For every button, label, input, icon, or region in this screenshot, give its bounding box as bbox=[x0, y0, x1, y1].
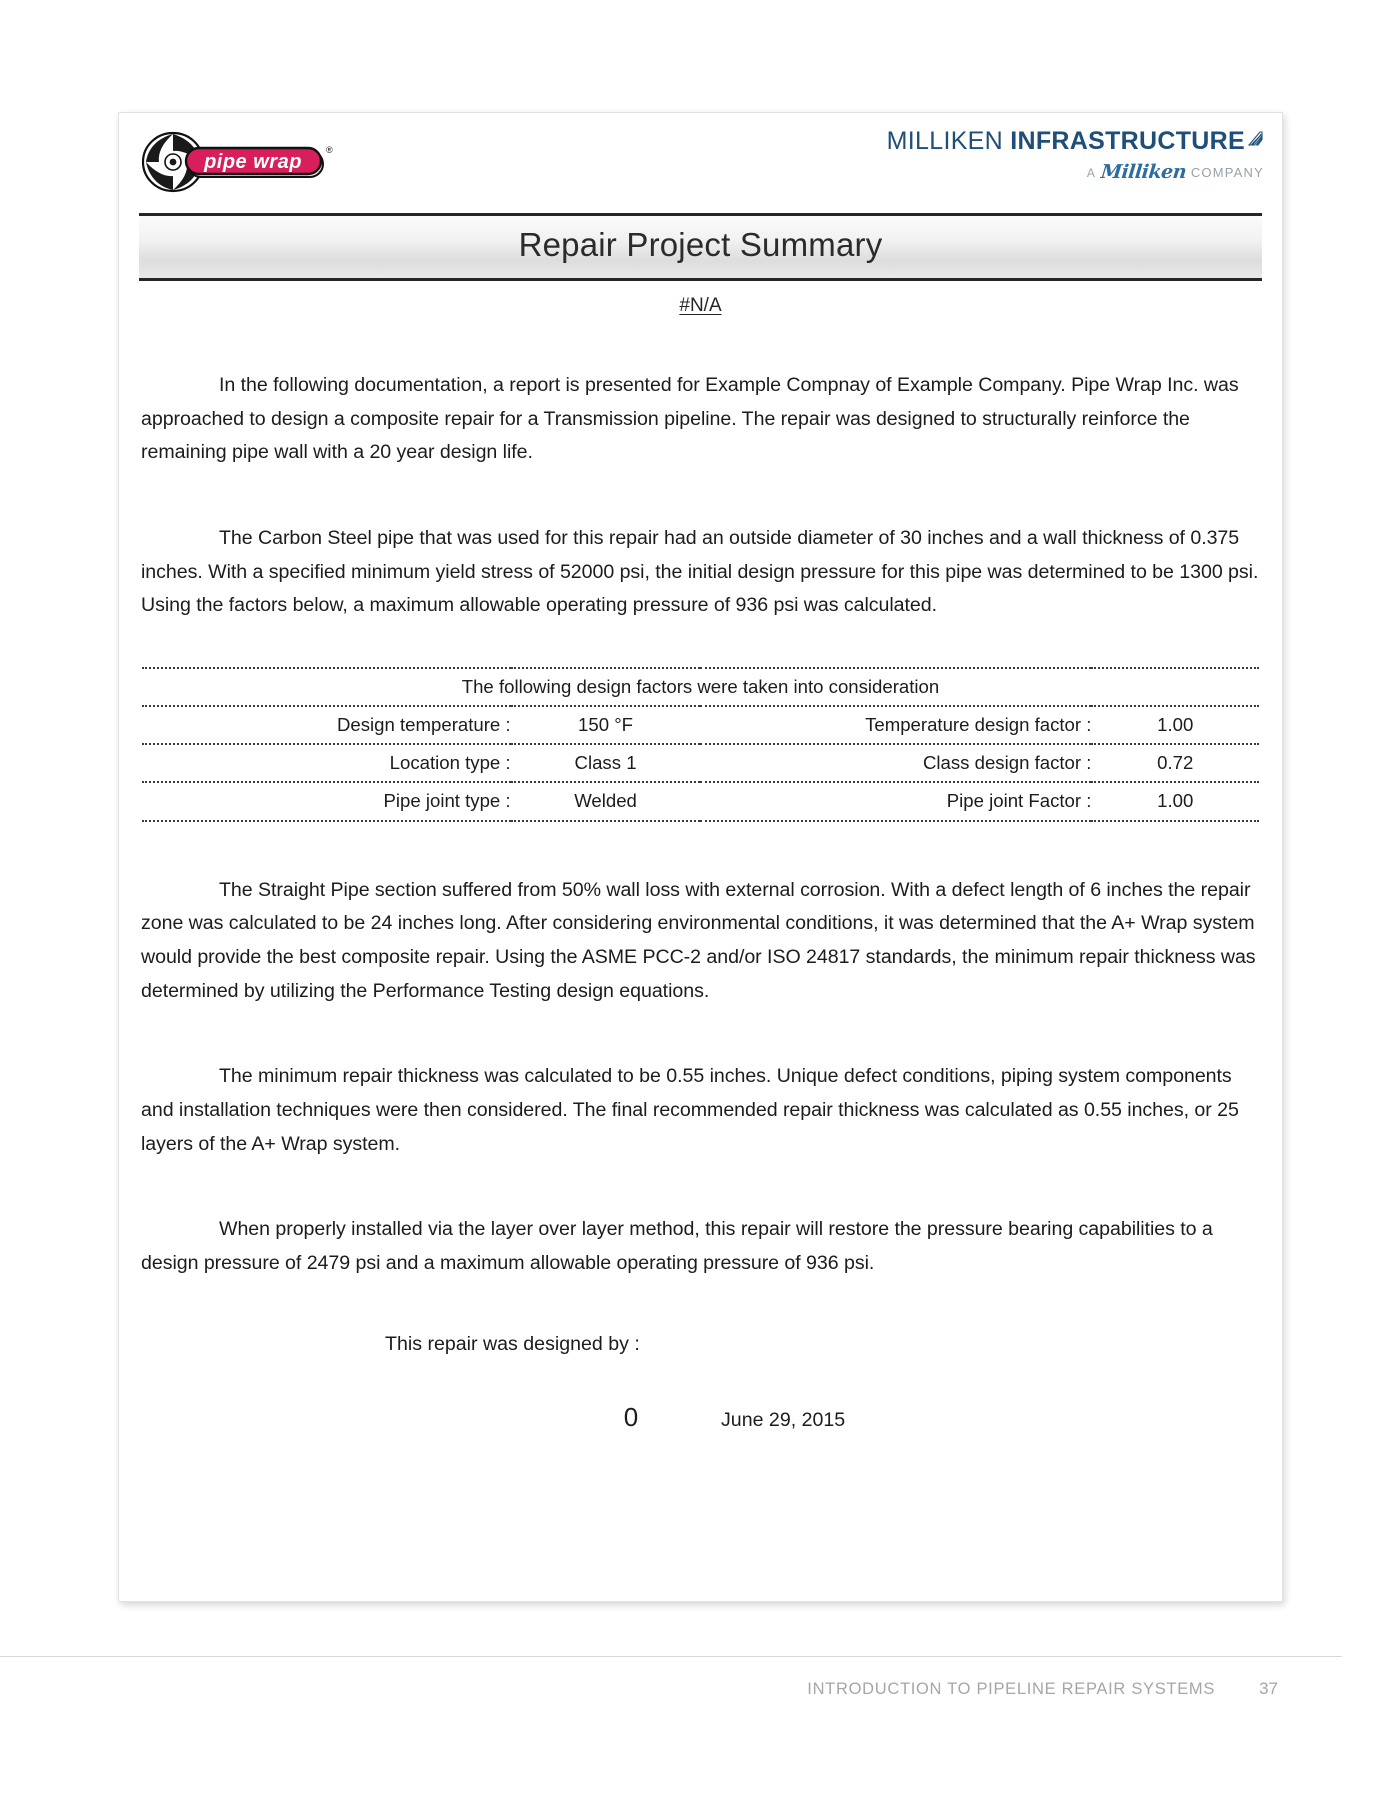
footer-divider bbox=[0, 1656, 1342, 1657]
factor-label-right: Temperature design factor : bbox=[700, 706, 1091, 744]
table-row bbox=[142, 744, 1259, 782]
designer-name: 0 bbox=[623, 1401, 639, 1432]
signature-date: June 29, 2015 bbox=[721, 1408, 846, 1431]
brand-title-bold: INFRASTRUCTURE bbox=[1010, 127, 1245, 155]
designed-by-label: This repair was designed by : bbox=[385, 1332, 640, 1355]
factor-label-left: Pipe joint type : bbox=[142, 782, 511, 820]
milliken-mark-icon bbox=[1247, 127, 1264, 152]
milliken-company-line bbox=[887, 163, 1264, 182]
factor-value-right: 1.00 bbox=[1091, 706, 1259, 744]
document-header bbox=[119, 113, 1282, 213]
brand-sub-a: A bbox=[1086, 165, 1096, 180]
paragraph-repair-thickness: The minimum repair thickness was calculated to be 0.55 inches. Unique defect conditions, piping system components and installation techniques were then considered. The final recommended repair thickness was calculated as 0.55 inches, or 25 layers of the A+ Wrap system. bbox=[141, 1065, 1239, 1155]
table-row bbox=[142, 782, 1259, 820]
paragraph-defect-assessment: The Straight Pipe section suffered from 50% wall loss with external corrosion. With a defect length of 6 inches the repair zone was calculated to be 24 inches long. After considering environmental conditions, it was determined that the A+ Wrap system would provide the best composite repair. Using the ASME PCC-2 and/or ISO 24817 standards, the minimum repair thickness was determined by utilizing the Performance Testing design equations. bbox=[141, 878, 1256, 1002]
milliken-script-wordmark: Milliken bbox=[1099, 161, 1188, 183]
factor-value-right: 1.00 bbox=[1091, 782, 1259, 820]
footer-page-number: 37 bbox=[1259, 1679, 1278, 1698]
footer-book-title: INTRODUCTION TO PIPELINE REPAIR SYSTEMS bbox=[807, 1680, 1216, 1698]
milliken-brand-title bbox=[887, 129, 1264, 154]
table-caption-row bbox=[142, 668, 1259, 706]
factor-label-right: Pipe joint Factor : bbox=[700, 782, 1091, 820]
document-body bbox=[119, 317, 1282, 1433]
design-factors-caption: The following design factors were taken into consideration bbox=[142, 668, 1259, 706]
title-banner bbox=[139, 213, 1262, 281]
factor-label-right: Class design factor : bbox=[700, 744, 1091, 782]
factor-value-right: 0.72 bbox=[1091, 744, 1259, 782]
factor-label-left: Location type : bbox=[142, 744, 511, 782]
table-row bbox=[142, 706, 1259, 744]
factor-label-left: Design temperature : bbox=[142, 706, 511, 744]
factor-value-left: Class 1 bbox=[511, 744, 701, 782]
design-factors-table bbox=[142, 667, 1259, 821]
milliken-infrastructure-brand bbox=[887, 129, 1264, 182]
paragraph-installation: When properly installed via the layer over layer method, this repair will restore the pressure bearing capabilities to a design pressure of 2479 psi and a maximum allowable operating pressure of 936 psi. bbox=[141, 1218, 1213, 1274]
footer-content bbox=[0, 1679, 1400, 1699]
page-title: Repair Project Summary bbox=[518, 226, 883, 263]
svg-text:®: ® bbox=[326, 145, 333, 155]
svg-text:pipe wrap: pipe wrap bbox=[204, 151, 302, 173]
brand-title-light: MILLIKEN bbox=[886, 127, 1011, 155]
pipe-wrap-logo bbox=[141, 131, 341, 193]
page-footer bbox=[0, 1656, 1400, 1699]
document-sheet bbox=[118, 112, 1283, 1602]
factor-value-left: Welded bbox=[511, 782, 701, 820]
project-number-subtitle bbox=[119, 295, 1282, 317]
factor-value-left: 150 °F bbox=[511, 706, 701, 744]
project-number-value: #N/A bbox=[679, 295, 722, 316]
paragraph-pipe-specs: The Carbon Steel pipe that was used for this repair had an outside diameter of 30 inches and a wall thickness of 0.375 inches. With a specified minimum yield stress of 52000 psi, the initial design pressure for this pipe was determined to be 1300 psi. Using the factors below, a maximum allowable operating pressure of 936 psi was calculated. bbox=[141, 527, 1259, 617]
brand-sub-company: COMPANY bbox=[1190, 165, 1264, 180]
signature-row bbox=[141, 1402, 1260, 1433]
paragraph-intro: In the following documentation, a report is presented for Example Compnay of Example Company. Pipe Wrap Inc. was approached to design a composite repair for a Transmission pipeline. The repair was designed to structurally reinforce the remaining pipe wall with a 20 year design life. bbox=[141, 374, 1239, 464]
